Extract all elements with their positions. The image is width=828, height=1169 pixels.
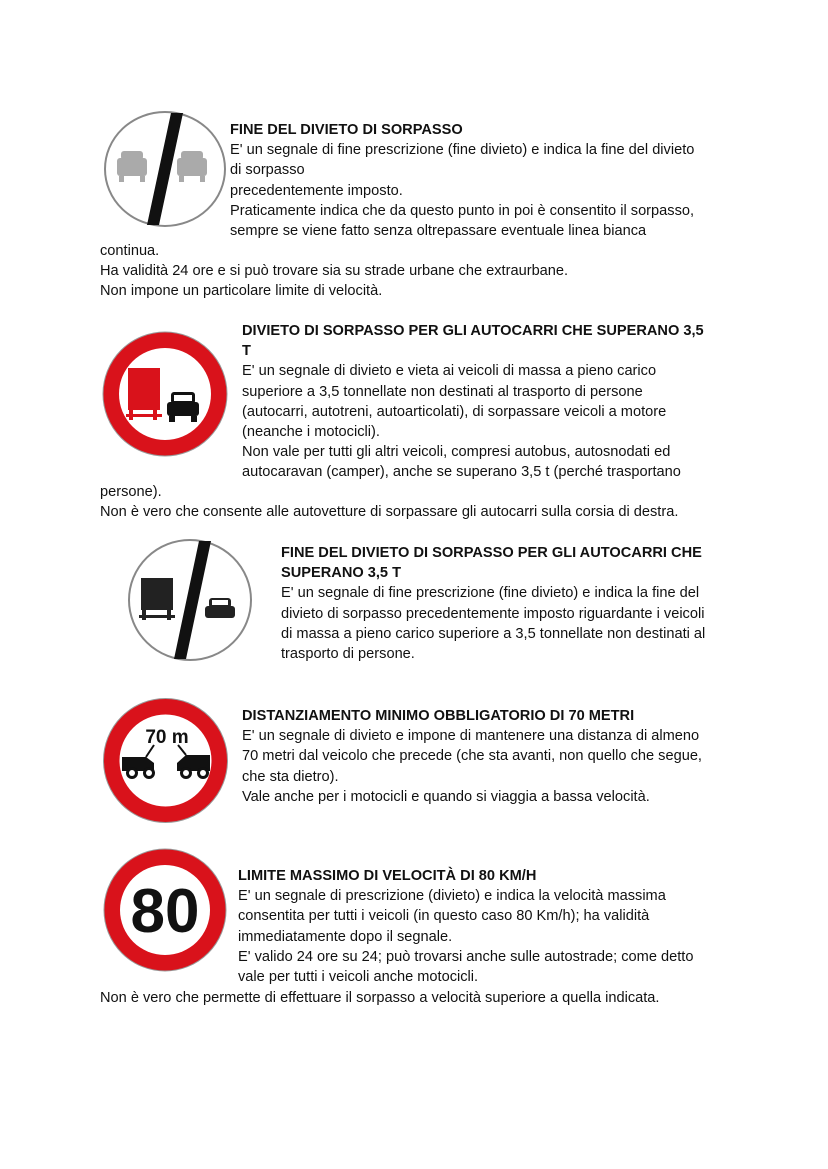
section-text-line: Non impone un particolare limite di velocità. [100, 283, 383, 300]
section-text-line: E' un segnale di fine prescrizione (fine divieto) e indica la fine del divieto [230, 142, 695, 159]
sign-text: 80 [130, 877, 200, 946]
section-title: DISTANZIAMENTO MINIMO OBBLIGATORIO DI 70 METRI [242, 708, 635, 724]
section-text-line: E' valido 24 ore su 24; può trovarsi anche sulle autostrade; come detto [238, 948, 694, 965]
section-text-line: Praticamente indica che da questo punto in poi è consentito il sorpasso, [230, 202, 695, 219]
section-title: SUPERANO 3,5 T [281, 565, 402, 582]
section-text-line: Non vale per tutti gli altri veicoli, compresi autobus, autosnodati ed [242, 444, 671, 461]
section-text-line: Ha validità 24 ore e si può trovare sia su strade urbane che extraurbane. [100, 263, 569, 280]
section-text-line: E' un segnale di divieto e vieta ai veicoli di massa a pieno carico [242, 363, 657, 380]
speed-limit-sign-icon [103, 848, 227, 972]
section-text-line: (autocarri, autotreni, autoarticolati), di sorpassare veicoli a motore [242, 403, 667, 420]
section-text-line: trasporto di persone. [281, 646, 415, 662]
end-no-overtaking-trucks-sign-icon [127, 538, 253, 662]
minimum-distance-sign-icon [102, 697, 229, 824]
section-text-line: che sta dietro). [242, 768, 339, 785]
section-text-line: precedentemente imposto. [230, 182, 403, 199]
section-title: FINE DEL DIVIETO DI SORPASSO PER GLI AUTOCARRI CHE [281, 545, 702, 561]
section-text-line: E' un segnale di divieto e impone di mantenere una distanza di almeno [242, 728, 700, 745]
section-text-line: di sorpasso [230, 162, 305, 179]
section-text-line: vale per tutti i veicoli anche motocicli. [238, 969, 479, 985]
section-text-line: 70 metri dal veicolo che precede (che sta avanti, non quello che segue, [242, 748, 702, 765]
section-title: LIMITE MASSIMO DI VELOCITÀ DI 80 KM/H [238, 868, 537, 884]
section-text-line: sempre se viene fatto senza oltrepassare eventuale linea bianca [230, 223, 647, 239]
section-text-line: persone). [100, 484, 162, 500]
section-title: FINE DEL DIVIETO DI SORPASSO [230, 122, 463, 138]
section-text-line: immediatamente dopo il segnale. [238, 928, 453, 945]
section-title: DIVIETO DI SORPASSO PER GLI AUTOCARRI CHE SUPERANO 3,5 [242, 323, 704, 339]
no-overtaking-trucks-sign-icon [101, 330, 229, 458]
section-text-line: Non è vero che permette di effettuare il sorpasso a velocità superiore a quella indicata. [100, 990, 660, 1006]
section-text-line: E' un segnale di fine prescrizione (fine divieto) e indica la fine del [281, 585, 700, 602]
end-no-overtaking-sign-icon [103, 110, 227, 228]
section-text-line: consentita per tutti i veicoli (in questo caso 80 Km/h); ha validità [238, 908, 650, 925]
section-text-line: divieto di sorpasso precedentemente imposto riguardante i veicoli [281, 605, 705, 622]
section-text-line: Non è vero che consente alle autovetture di sorpassare gli autocarri sulla corsia di destra. [100, 504, 679, 521]
section-title: T [242, 343, 251, 360]
sign-text: 70 m [145, 727, 189, 748]
section-text-line: continua. [100, 243, 160, 259]
section-text-line: Vale anche per i motocicli e quando si viaggia a bassa velocità. [242, 788, 650, 805]
section-text-line: superiore a 3,5 tonnellate non destinati al trasporto di persone [242, 383, 643, 400]
section-text-line: di massa a pieno carico superiore a 3,5 tonnellate non destinati al [281, 625, 706, 642]
section-text-line: (neanche i motocicli). [242, 424, 380, 440]
section-text-line: autocaravan (camper), anche se superano 3,5 t (perché trasportano [242, 464, 681, 481]
section-text-line: E' un segnale di prescrizione (divieto) e indica la velocità massima [238, 888, 666, 905]
